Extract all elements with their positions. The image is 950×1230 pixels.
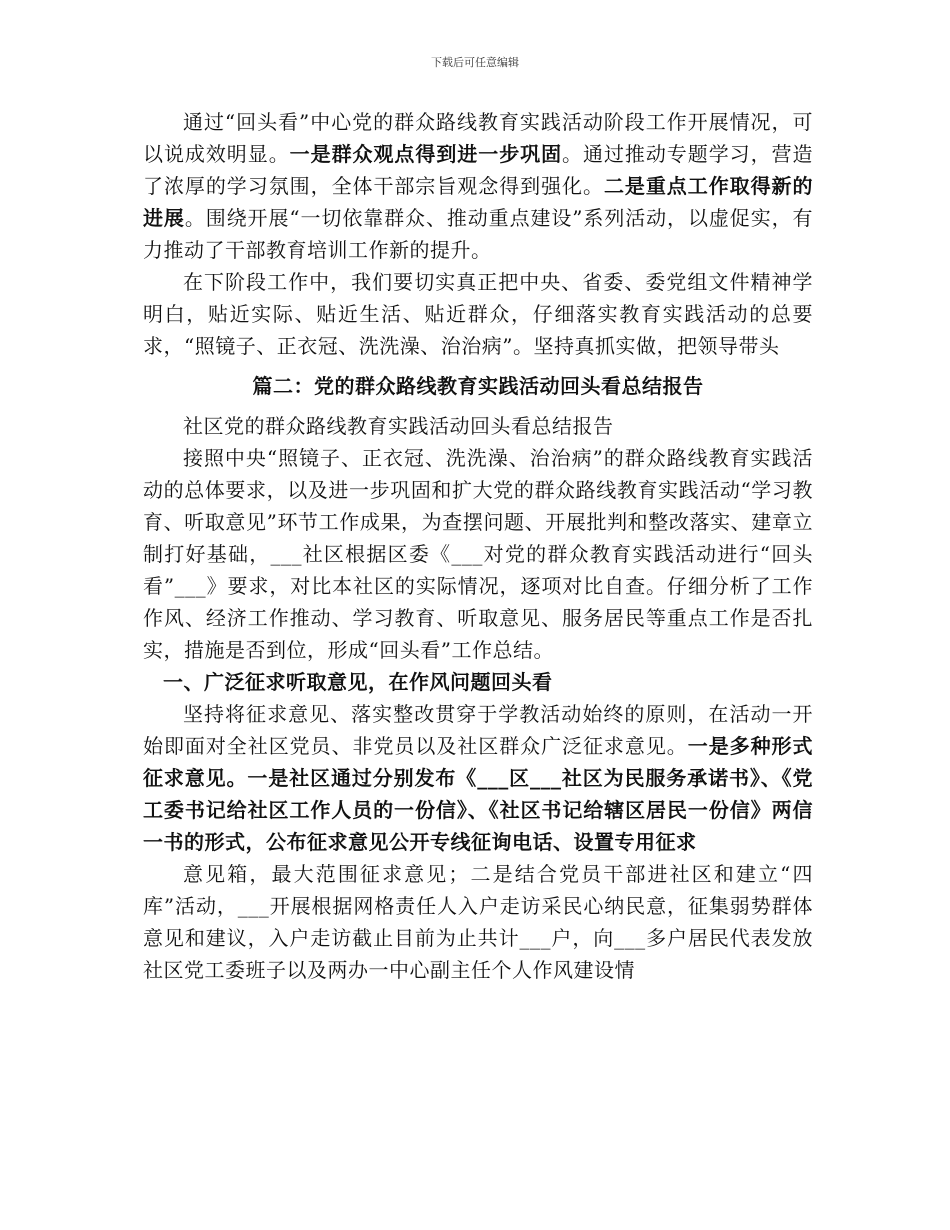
paragraph-intro: 接照中央“照镜子、正衣冠、洗洗澡、治治病”的群众路线教育实践活动的总体要求，以及进一步巩固和扩大党的群众路线教育实践活动“学习教育、听取意见”环节工作成果，为查摆问题、开展批判和整改落实、建章立制打好基础，___社区根据区委《___对党的群众教育实践活动进行“回头看”___》要求，对比本社区的实际情况，逐项对比自查。仔细分析了工作作风、经济工作推动、学习教育、听取意见、服务居民等重点工作是否扎实，措施是否到位，形成“回头看”工作总结。 — [143, 446, 813, 662]
paragraph-next-stage: 在下阶段工作中，我们要切实真正把中央、省委、委党组文件精神学明白，贴近实际、贴近生活、贴近群众，仔细落实教育实践活动的总要求，“照镜子、正衣冠、洗洗澡、治治病”。坚持真抓实做，把领导带头 — [143, 270, 813, 358]
text-run: 坚持将征求意见、落实整改贯穿于学教活动始终的原则，在活动一开始即面对全社区党员、非党员以及社区群众广泛征求意见。 — [143, 702, 813, 758]
heading-one: 一、广泛征求听取意见，在作风问题回头看 — [163, 670, 553, 694]
paragraph-review-results — [143, 106, 813, 266]
text-run: 通过“回头看”中心党的群众路线教育实践活动阶段工作开展情况，可以说成效明显。 — [143, 110, 813, 166]
report-subtitle: 社区党的群众路线教育实践活动回头看总结报告 — [183, 414, 614, 438]
paragraph-opinion-box: 意见箱，最大范围征求意见；二是结合党员干部进社区和建立“四库”活动，___开展根据网格责任人入户走访采民心纳民意，征集弱势群体意见和建议，入户走访截止目前为止共计___户，向___多户居民代表发放社区党工委班子以及两办一中心副主任个人作风建设情 — [143, 862, 813, 982]
page-header: 下载后可任意编辑 — [431, 56, 519, 69]
section-title: 篇二：党的群众路线教育实践活动回头看总结报告 — [252, 374, 704, 398]
bold-point-one: 一是群众观点得到进一步巩固 — [289, 142, 563, 166]
text-run: 。围绕开展“一切依靠群众、推动重点建设”系列活动，以虚促实，有力推动了干部教育培训工作新的提升。 — [143, 206, 814, 262]
paragraph-solicit-opinions — [143, 698, 813, 858]
bold-point-two: 二是重点工作取得新的进展 — [143, 174, 814, 230]
document-body — [143, 106, 813, 986]
bold-forms: 一是多种形式征求意见。一是社区通过分别发布《___区___社区为民服务承诺书》、《党工委书记给社区工作人员的一份信》、《社区书记给辖区居民一份信》两信一书的形式，公布征求意见公开专线征询电话、设置专用征求 — [143, 734, 814, 854]
text-run: 。通过推动专题学习，营造了浓厚的学习氛围，全体干部宗旨观念得到强化。 — [143, 142, 814, 198]
